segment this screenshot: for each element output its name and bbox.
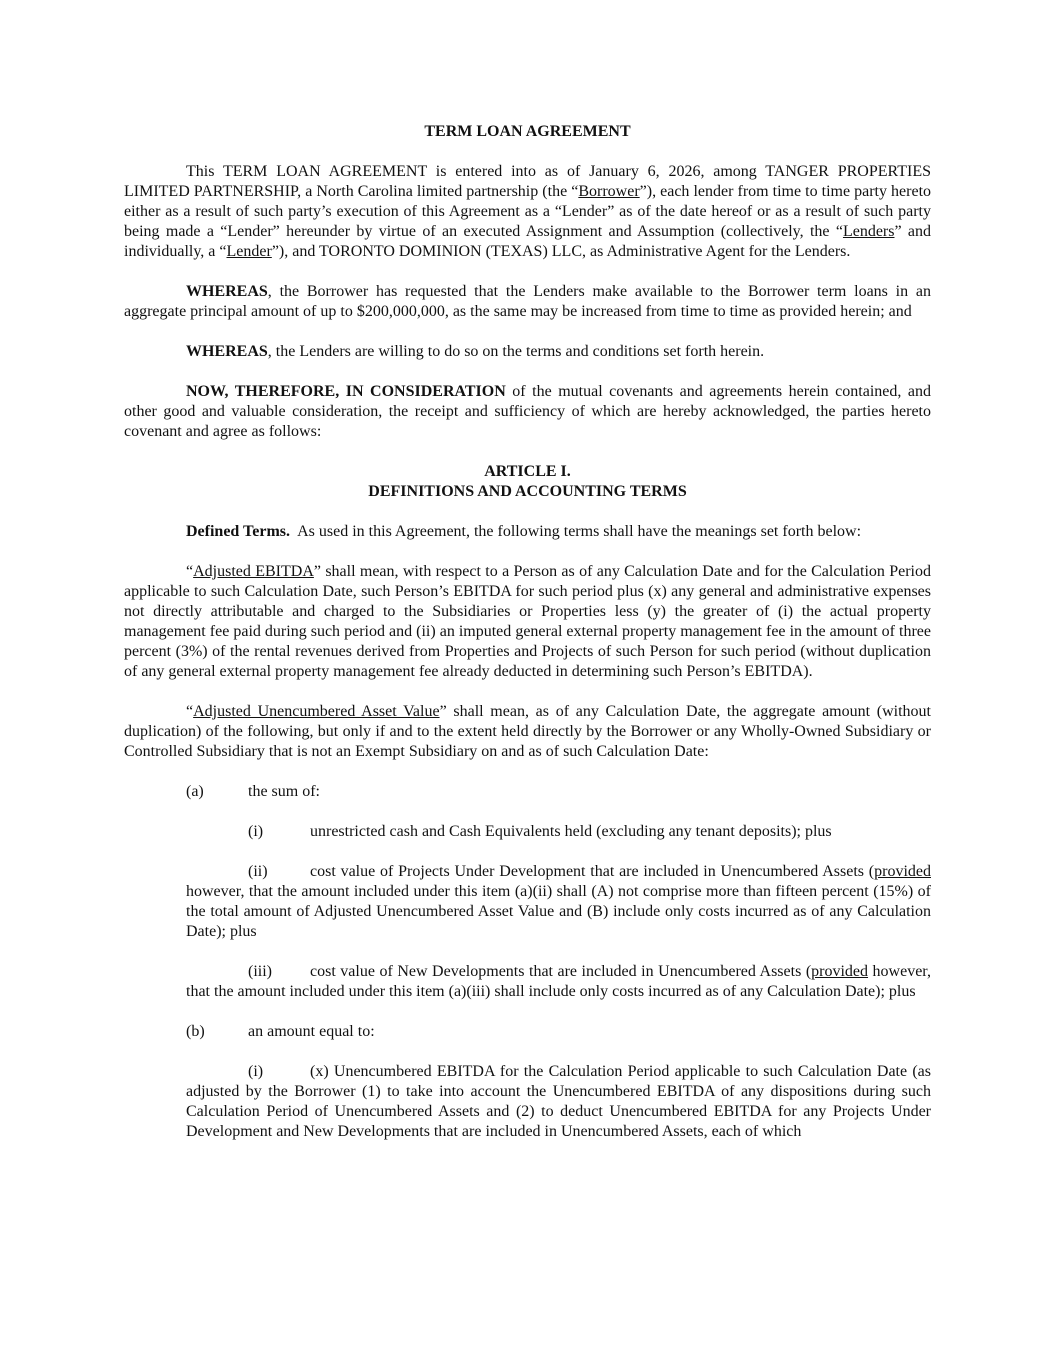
list-label: (b) [186,1023,205,1040]
list-item-b: (b) an amount equal to: [186,1023,375,1040]
term-lender: Lender [226,243,272,260]
list-label: (i) [248,823,264,840]
defined-terms-paragraph: Defined Terms. As used in this Agreement, the following terms shall have the meanings set forth below: [186,523,862,540]
document-page [124,122,931,1162]
document-title: TERM LOAN AGREEMENT [424,123,631,140]
definition-adjusted-unencumbered-asset-value: “Adjusted Unencumbered Asset Value” shall mean, as of any Calculation Date, the aggregate amount (without duplication) of the following, but only if and to the extent held directly by the Borrower or any Wholly-Owned Subsidiary or Controlled Subsidiary that is not an Exempt Subsidiary on and as of such Calculation Date: [124,703,931,760]
defined-term: Adjusted Unencumbered Asset Value [193,703,440,720]
whereas-paragraph-1: WHEREAS, the Borrower has requested that the Lenders make available to the Borrower term loans in an aggregate principal amount of up to $200,000,000, as the same may be increased from time to time as provided herein; and [124,283,931,320]
list-label: (iii) [248,963,272,980]
now-therefore-paragraph: NOW, THEREFORE, IN CONSIDERATION of the mutual covenants and agreements herein contained, and other good and valuable consideration, the receipt and sufficiency of which are hereby acknowledged, the parties hereto covenant and agree as follows: [124,383,931,440]
list-item-b-i: (i) (x) Unencumbered EBITDA for the Calculation Period applicable to such Calculation Date (as adjusted by the Borrower (1) to take into account the Unencumbered EBITDA of any dispositions during such Calculation Period of Unencumbered Assets and (2) to deduct Unencumbered EBITDA for any Projects Under Development and New Developments that are included in Unencumbered Assets, each of which [186,1063,931,1140]
article-number: ARTICLE I. [484,463,571,480]
list-label: (a) [186,783,204,800]
article-heading: DEFINITIONS AND ACCOUNTING TERMS [368,483,687,500]
list-label: (i) [248,1063,264,1080]
whereas-paragraph-2: WHEREAS, the Lenders are willing to do so on the terms and conditions set forth herein. [186,343,765,360]
list-item-a-iii: (iii) cost value of New Developments that are included in Unencumbered Assets (provided however, that the amount included under this item (a)(iii) shall include only costs incurred as of any Calculation Date); plus [186,963,931,1000]
definition-adjusted-ebitda: “Adjusted EBITDA” shall mean, with respect to a Person as of any Calculation Date and for the Calculation Period applicable to such Calculation Date, such Person’s EBITDA for such period plus (x) any general and administrative expenses not directly attributable and charged to the Subsidiaries or Properties less (y) the greater of (i) the actual property management fee paid during such period and (ii) an imputed general external property management fee in the amount of three percent (3%) of the rental revenues derived from Properties and Projects of such Person for such period (without duplication of any general external property management fee already deducted in determining such Person’s EBITDA). [124,563,932,680]
defined-term: Adjusted EBITDA [193,563,314,580]
term-lenders: Lenders [842,223,895,240]
term-borrower: Borrower [578,183,640,200]
list-item-a-ii: (ii) cost value of Projects Under Development that are included in Unencumbered Assets (provided however, that the amount included under this item (a)(ii) shall (A) not comprise more than fifteen percent (15%) of the total amount of Adjusted Unencumbered Asset Value and (B) include only costs incurred as of any Calculation Date); plus [186,863,931,940]
list-label: (ii) [248,863,268,880]
intro-paragraph: This TERM LOAN AGREEMENT is entered into as of January 6, 2026, among TANGER PROPERTIES LIMITED PARTNERSHIP, a North Carolina limited partnership (the “Borrower”), each lender from time to time party hereto either as a result of such party’s execution of this Agreement as a “Lender” as of the date hereof or as a result of such party being made a “Lender” hereunder by virtue of an executed Assignment and Assumption (collectively, the “Lenders” and individually, a “Lender”), and TORONTO DOMINION (TEXAS) LLC, as Administrative Agent for the Lenders. [124,163,932,260]
list-item-a-i: (i) unrestricted cash and Cash Equivalents held (excluding any tenant deposits); plus [248,823,832,840]
list-item-a: (a) the sum of: [186,783,320,800]
